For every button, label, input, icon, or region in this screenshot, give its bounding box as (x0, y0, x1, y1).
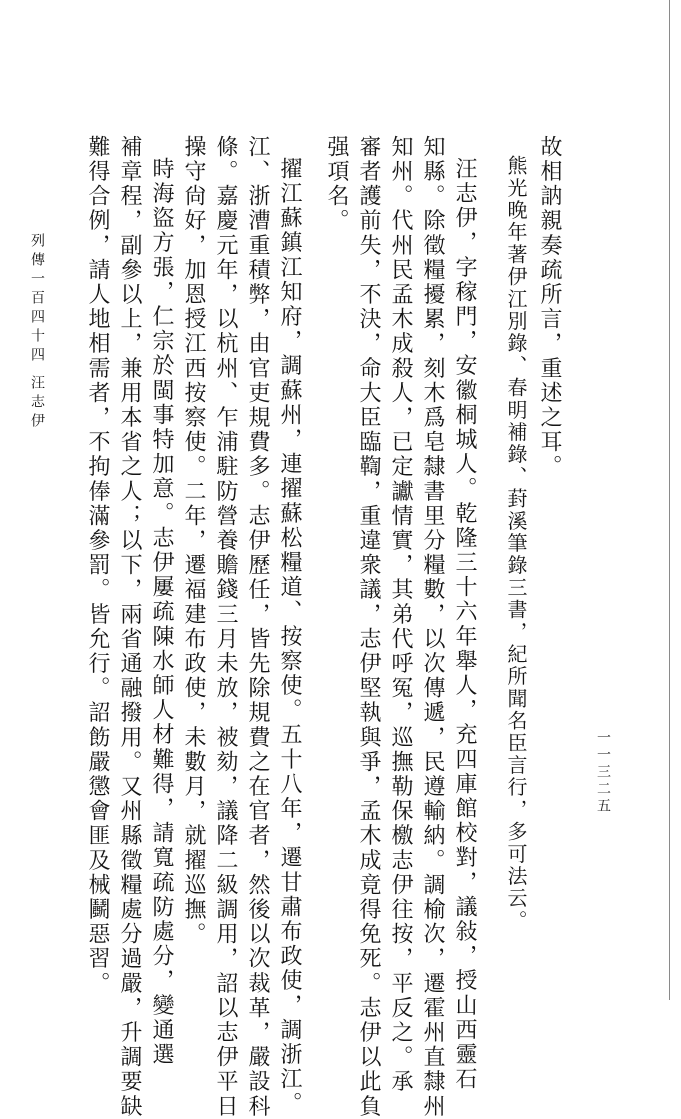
text-column: 審者護前失，不決，命大臣臨鞫，重違衆議，志伊堅執與爭，孟木成竟得免死。志伊以此負 (356, 135, 381, 1119)
text-column: 汪志伊，字稼門，安徽桐城人。乾隆三十六年舉人，充四庫館校對，議敍，授山西靈石 (452, 157, 477, 1092)
text-column: 操守尙好，加恩授江西按察使。二年，遷福建布政使，未數月，就擢巡撫。 (181, 135, 206, 947)
text-column: 補章程，副參以上，兼用本省之人；以下，兩省通融撥用。又州縣徵糧處分過嚴，升調要缺 (117, 135, 142, 1119)
page-number: 一一三二五 (595, 730, 611, 815)
running-header-book: 列傳一百四十四 (29, 233, 45, 366)
running-header-name: 汪志伊 (29, 375, 45, 432)
text-column: 强項名。 (324, 135, 349, 234)
text-column: 熊光晚年著伊江別錄、春明補錄、葑溪筆錄三書，紀所聞名臣言行，多可法云。 (504, 155, 528, 932)
text-column: 江、浙漕重積弊，由官吏規費多。志伊歷任，皆先除規費之在官者，然後以次裁革，嚴設科 (245, 135, 270, 1119)
text-column: 故相訥親奏疏所言，重述之耳。 (537, 135, 562, 480)
text-column: 擢江蘇鎮江知府，調蘇州，連擢蘇松糧道、按察使。五十八年，遷甘肅布政使，調浙江。 (277, 157, 302, 1117)
text-column: 時海盜方張，仁宗於閩事特加意。志伊屢疏陳水師人材難得，請寬疏防處分，變通選 (149, 157, 174, 1068)
page-edge (669, 0, 670, 1000)
text-column: 條。嘉慶元年，以杭州、乍浦駐防營養贍錢三月未放，被劾，議降二級調用，詔以志伊平日 (213, 135, 238, 1119)
text-column: 知縣。除徵糧擾累，刻木爲皂隸書里分糧數，以次傳遞，民遵輸納。調榆次，遷霍州直隸州 (420, 135, 445, 1119)
text-column: 知州。代州民孟木成殺人，已定讞情實，其弟代呼冤，巡撫勒保檄志伊往按，平反之。承 (388, 135, 413, 1095)
text-column: 難得合例，請人地相需者，不拘俸滿參罰。皆允行。詔飭嚴懲會匪及械鬭惡習。 (85, 135, 110, 996)
